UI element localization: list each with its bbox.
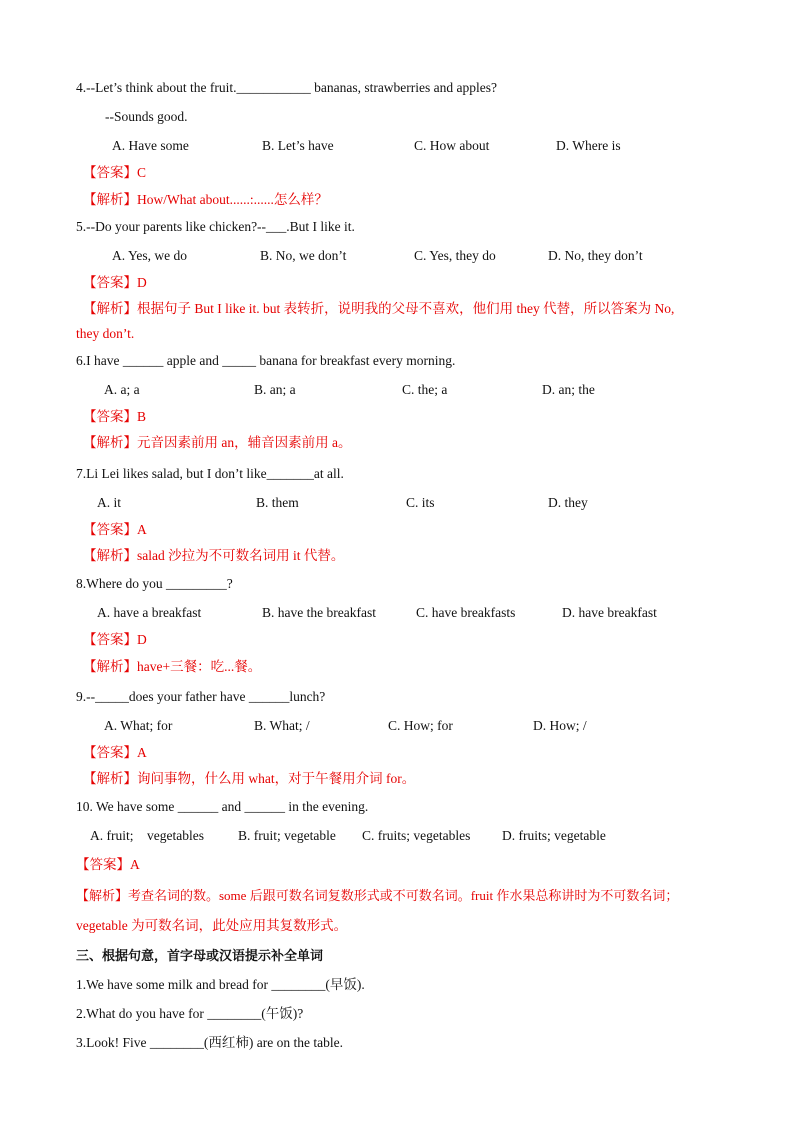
option-c: C. How about (414, 138, 490, 153)
option-c: C. the; a (402, 382, 448, 397)
analysis-line: 【解析】salad 沙拉为不可数名词用 it 代替。 (83, 548, 345, 563)
answer-line: 【答案】D (83, 275, 147, 290)
analysis-line: 【解析】考查名词的数。some 后跟可数名词复数形式或不可数名词。fruit 作水果总称讲时为不可数名词； (76, 888, 679, 903)
option-a: A. What; for (104, 718, 173, 733)
analysis-line-cont: they don’t. (76, 326, 135, 341)
question-stem: 7.Li Lei likes salad, but I don’t like_______at all. (76, 466, 344, 481)
option-a: A. have a breakfast (97, 605, 202, 620)
answer-line: 【答案】A (76, 857, 140, 872)
option-c: C. How; for (388, 718, 453, 733)
option-d: D. How; / (533, 718, 587, 733)
question-stem: 5.--Do your parents like chicken?--___.But I like it. (76, 219, 355, 234)
answer-line: 【答案】A (83, 522, 147, 537)
fill-item: 3.Look! Five ________(西红柿) are on the table. (76, 1035, 343, 1050)
answer-line: 【答案】D (83, 632, 147, 647)
option-b: B. What; / (254, 718, 310, 733)
option-d: D. have breakfast (562, 605, 657, 620)
fill-item: 1.We have some milk and bread for ________(早饭). (76, 977, 365, 992)
option-d: D. they (548, 495, 588, 510)
analysis-line: 【解析】How/What about......:......怎么样？ (83, 192, 328, 207)
question-stem: 8.Where do you _________? (76, 576, 233, 591)
question-stem: 6.I have ______ apple and _____ banana for breakfast every morning. (76, 353, 456, 368)
option-b: B. them (256, 495, 299, 510)
option-c: C. have breakfasts (416, 605, 516, 620)
question-reply: --Sounds good. (105, 109, 188, 124)
option-b: B. have the breakfast (262, 605, 376, 620)
option-b: B. an; a (254, 382, 296, 397)
answer-line: 【答案】B (83, 409, 147, 424)
option-a: A. fruit; vegetables (90, 828, 204, 843)
analysis-line: 【解析】元音因素前用 an，辅音因素前用 a。 (83, 435, 352, 450)
option-b: B. fruit; vegetable (238, 828, 336, 843)
option-b: B. No, we don’t (260, 248, 347, 263)
answer-line: 【答案】A (83, 745, 147, 760)
question-stem: 9.--_____does your father have ______lunch? (76, 689, 326, 704)
analysis-line-cont: vegetable 为可数名词，此处应用其复数形式。 (76, 918, 348, 933)
option-c: C. its (406, 495, 435, 510)
option-a: A. a; a (104, 382, 140, 397)
option-c: C. Yes, they do (414, 248, 496, 263)
option-a: A. Have some (112, 138, 189, 153)
option-d: D. No, they don’t (548, 248, 643, 263)
analysis-line: 【解析】have+三餐：吃...餐。 (83, 659, 262, 674)
option-d: D. Where is (556, 138, 621, 153)
analysis-line: 【解析】根据句子 But I like it. but 表转折，说明我的父母不喜欢，他们用 they 代替，所以答案为 No, (83, 301, 675, 316)
analysis-line: 【解析】询问事物，什么用 what，对于午餐用介词 for。 (83, 771, 416, 786)
option-c: C. fruits; vegetables (362, 828, 471, 843)
question-stem: 4.--Let’s think about the fruit.___________ bananas, strawberries and apples? (76, 80, 498, 95)
section-heading: 三、根据句意，首字母或汉语提示补全单词 (76, 949, 324, 964)
question-stem: 10. We have some ______ and ______ in the evening. (76, 799, 369, 814)
option-d: D. fruits; vegetable (502, 828, 606, 843)
option-a: A. it (97, 495, 122, 510)
fill-item: 2.What do you have for ________(午饭)? (76, 1006, 304, 1021)
option-b: B. Let’s have (262, 138, 334, 153)
option-a: A. Yes, we do (112, 248, 188, 263)
answer-line: 【答案】C (83, 165, 147, 180)
option-d: D. an; the (542, 382, 595, 397)
